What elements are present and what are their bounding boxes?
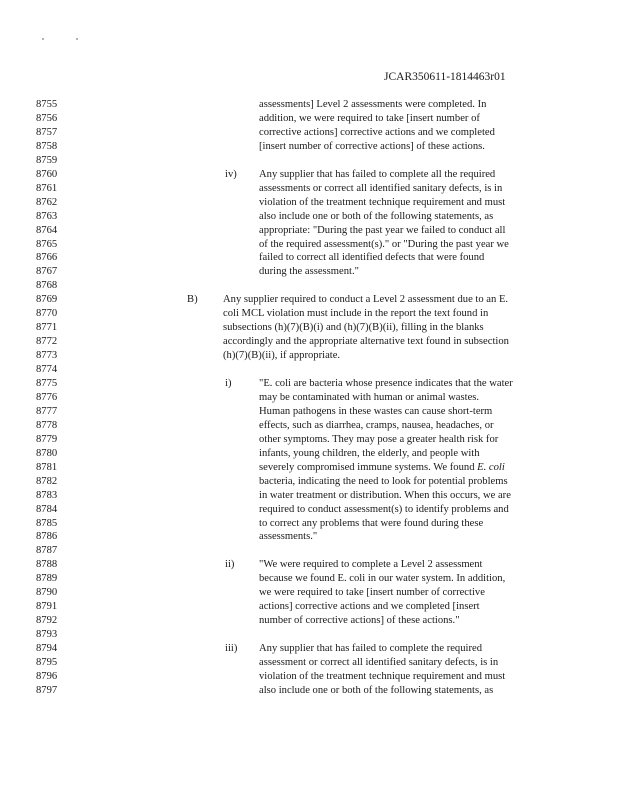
line-number: 8764 (36, 224, 58, 236)
text-line (259, 475, 508, 489)
text-line (259, 530, 317, 544)
text-line (259, 572, 505, 586)
text-line-content: bacteria, indicating the need to look for potential problems (259, 475, 508, 487)
text-line (259, 433, 498, 447)
text-line-content: [insert number of corrective actions] of these actions. (259, 140, 485, 152)
text-line (259, 447, 480, 461)
text-line (259, 210, 493, 224)
text-line-content: "We were required to complete a Level 2 assessment (259, 559, 483, 571)
line-number: 8769 (36, 294, 58, 306)
line-number: 8794 (36, 643, 58, 655)
text-line-content: Human pathogens in these wastes can cause short-term (259, 405, 493, 417)
text-line-content: "E. coli are bacteria whose presence indicates that the water (259, 378, 513, 389)
text-line (259, 126, 495, 140)
text-line (259, 405, 492, 419)
line-number: 8779 (36, 433, 58, 445)
line-number: 8780 (36, 447, 58, 459)
text-line-content: violation of the treatment technique requirement and must (259, 196, 506, 208)
line-number: 8775 (36, 378, 58, 389)
text-line-content: violation of the treatment technique requirement and must (259, 670, 506, 682)
line-number: 8781 (36, 461, 58, 473)
text-line-content: during the assessment." (259, 266, 359, 278)
line-number: 8776 (36, 391, 58, 403)
text-line-content: assessments or correct all identified sanitary defects, is in (259, 182, 503, 194)
text-line-content: infants, young children, the elderly, and people with (259, 447, 480, 459)
text-line (259, 642, 482, 656)
text-line (259, 98, 486, 112)
text-line-content: because we found E. coli in our water system. In addition, (259, 573, 506, 585)
line-number: 8767 (36, 266, 58, 278)
text-line (259, 419, 494, 433)
line-number: 8792 (36, 615, 58, 627)
text-line-content: other symptoms. They may pose a greater health risk for (259, 433, 499, 445)
text-line-content: addition, we were required to take [insert number of (259, 112, 480, 124)
line-number: 8772 (36, 336, 58, 348)
text-line (259, 656, 498, 670)
text-line (259, 168, 495, 182)
text-line-content: appropriate: "During the past year we failed to conduct all (259, 224, 506, 236)
text-line-content: coli MCL violation must include in the report the text found in (223, 308, 489, 320)
text-line (259, 489, 511, 503)
text-line-content: subsections (h)(7)(B)(i) and (h)(7)(B)(ii), filling in the blanks (223, 322, 484, 334)
text-line (259, 461, 505, 475)
text-line-content: assessments] Level 2 assessments were completed. In (259, 99, 487, 110)
text-line (223, 349, 340, 363)
line-number: 8789 (36, 573, 58, 585)
text-line-content: in water treatment or distribution. When this occurs, we are (259, 489, 511, 501)
line-number: 8786 (36, 531, 58, 543)
text-line (223, 293, 508, 307)
text-line-content: required to conduct assessment(s) to identify problems and (259, 503, 509, 515)
text-line-content: (h)(7)(B)(ii), if appropriate. (223, 350, 341, 362)
text-line (259, 182, 502, 196)
line-number: 8762 (36, 196, 58, 208)
line-number: 8756 (36, 112, 58, 124)
text-line (259, 140, 485, 154)
line-number: 8774 (36, 364, 58, 376)
line-number: 8797 (36, 684, 58, 696)
text-line-content: number of corrective actions] of these actions." (259, 615, 460, 627)
line-number: 8783 (36, 489, 58, 501)
text-line (259, 517, 483, 531)
text-line-content: may be contaminated with human or animal wastes. (259, 391, 480, 403)
line-number: 8766 (36, 252, 58, 264)
line-number: 8777 (36, 405, 58, 417)
text-line (259, 112, 480, 126)
text-line (259, 600, 480, 614)
line-number: 8765 (36, 238, 58, 250)
text-line (259, 558, 483, 572)
paragraph-marker: iii) (225, 643, 238, 655)
line-number: 8788 (36, 559, 58, 571)
text-line-content: Any supplier required to conduct a Level 2 assessment due to an E. (223, 294, 509, 306)
text-line (259, 265, 359, 279)
text-line (259, 391, 479, 405)
line-number: 8785 (36, 517, 58, 529)
scan-speck (76, 38, 78, 40)
text-line-content: effects, such as diarrhea, cramps, nausea, headaches, or (259, 419, 494, 431)
line-number: 8778 (36, 419, 58, 431)
line-number: 8763 (36, 210, 58, 222)
line-number: 8796 (36, 670, 58, 682)
text-line-content: assessment or correct all identified sanitary defects, is in (259, 657, 499, 668)
italic-term: E. coli (474, 461, 505, 473)
text-line-content: also include one or both of the following statements, as (259, 684, 494, 696)
text-line (259, 196, 505, 210)
line-number: 8793 (36, 629, 58, 641)
line-number: 8773 (36, 350, 58, 362)
text-line-content: of the required assessment(s)." or "During the past year we (259, 238, 509, 250)
text-line (259, 251, 484, 265)
line-number: 8784 (36, 503, 58, 515)
text-line (259, 503, 509, 517)
text-line-content: to correct any problems that were found during these (259, 517, 484, 529)
text-line (259, 586, 485, 600)
text-line-content: assessments." (259, 531, 318, 543)
text-line-content: Any supplier that has failed to complete all the required (259, 168, 496, 180)
line-number: 8795 (36, 657, 58, 668)
paragraph-marker: iv) (225, 168, 237, 180)
text-line-content: failed to correct all identified defects that were found (259, 252, 485, 264)
text-line (223, 321, 484, 335)
text-line (259, 670, 505, 684)
line-number: 8791 (36, 601, 58, 613)
line-number: 8770 (36, 308, 58, 320)
line-number: 8761 (36, 182, 58, 194)
text-line-content: actions] corrective actions and we completed [insert (259, 601, 480, 613)
line-number: 8771 (36, 322, 58, 334)
line-number: 8760 (36, 168, 58, 180)
text-line (259, 224, 505, 238)
line-number: 8782 (36, 475, 58, 487)
line-number: 8790 (36, 587, 58, 599)
text-line-content: Any supplier that has failed to complete the required (259, 643, 482, 655)
text-line-content: we were required to take [insert number of corrective (259, 587, 485, 599)
document-id-header: JCAR350611-1814463r01 (384, 71, 506, 83)
line-number: 8759 (36, 154, 58, 166)
line-number: 8755 (36, 99, 58, 110)
text-line (223, 307, 488, 321)
text-line-content: corrective actions] corrective actions and we completed (259, 126, 495, 138)
line-number: 8758 (36, 140, 58, 152)
text-line (223, 335, 509, 349)
paragraph-marker: i) (225, 378, 232, 389)
paragraph-marker: B) (187, 294, 198, 306)
text-line-content: accordingly and the appropriate alternative text found in subsection (223, 336, 509, 348)
scan-speck (42, 38, 44, 40)
line-number: 8757 (36, 126, 58, 138)
line-number: 8768 (36, 280, 58, 292)
text-line-content: severely compromised immune systems. We found (259, 461, 475, 473)
text-line-content: also include one or both of the following statements, as (259, 210, 494, 222)
paragraph-marker: ii) (225, 559, 235, 571)
text-line (259, 614, 460, 628)
text-line (259, 238, 509, 252)
text-line (259, 684, 493, 698)
line-number: 8787 (36, 545, 58, 557)
text-line (259, 377, 513, 391)
